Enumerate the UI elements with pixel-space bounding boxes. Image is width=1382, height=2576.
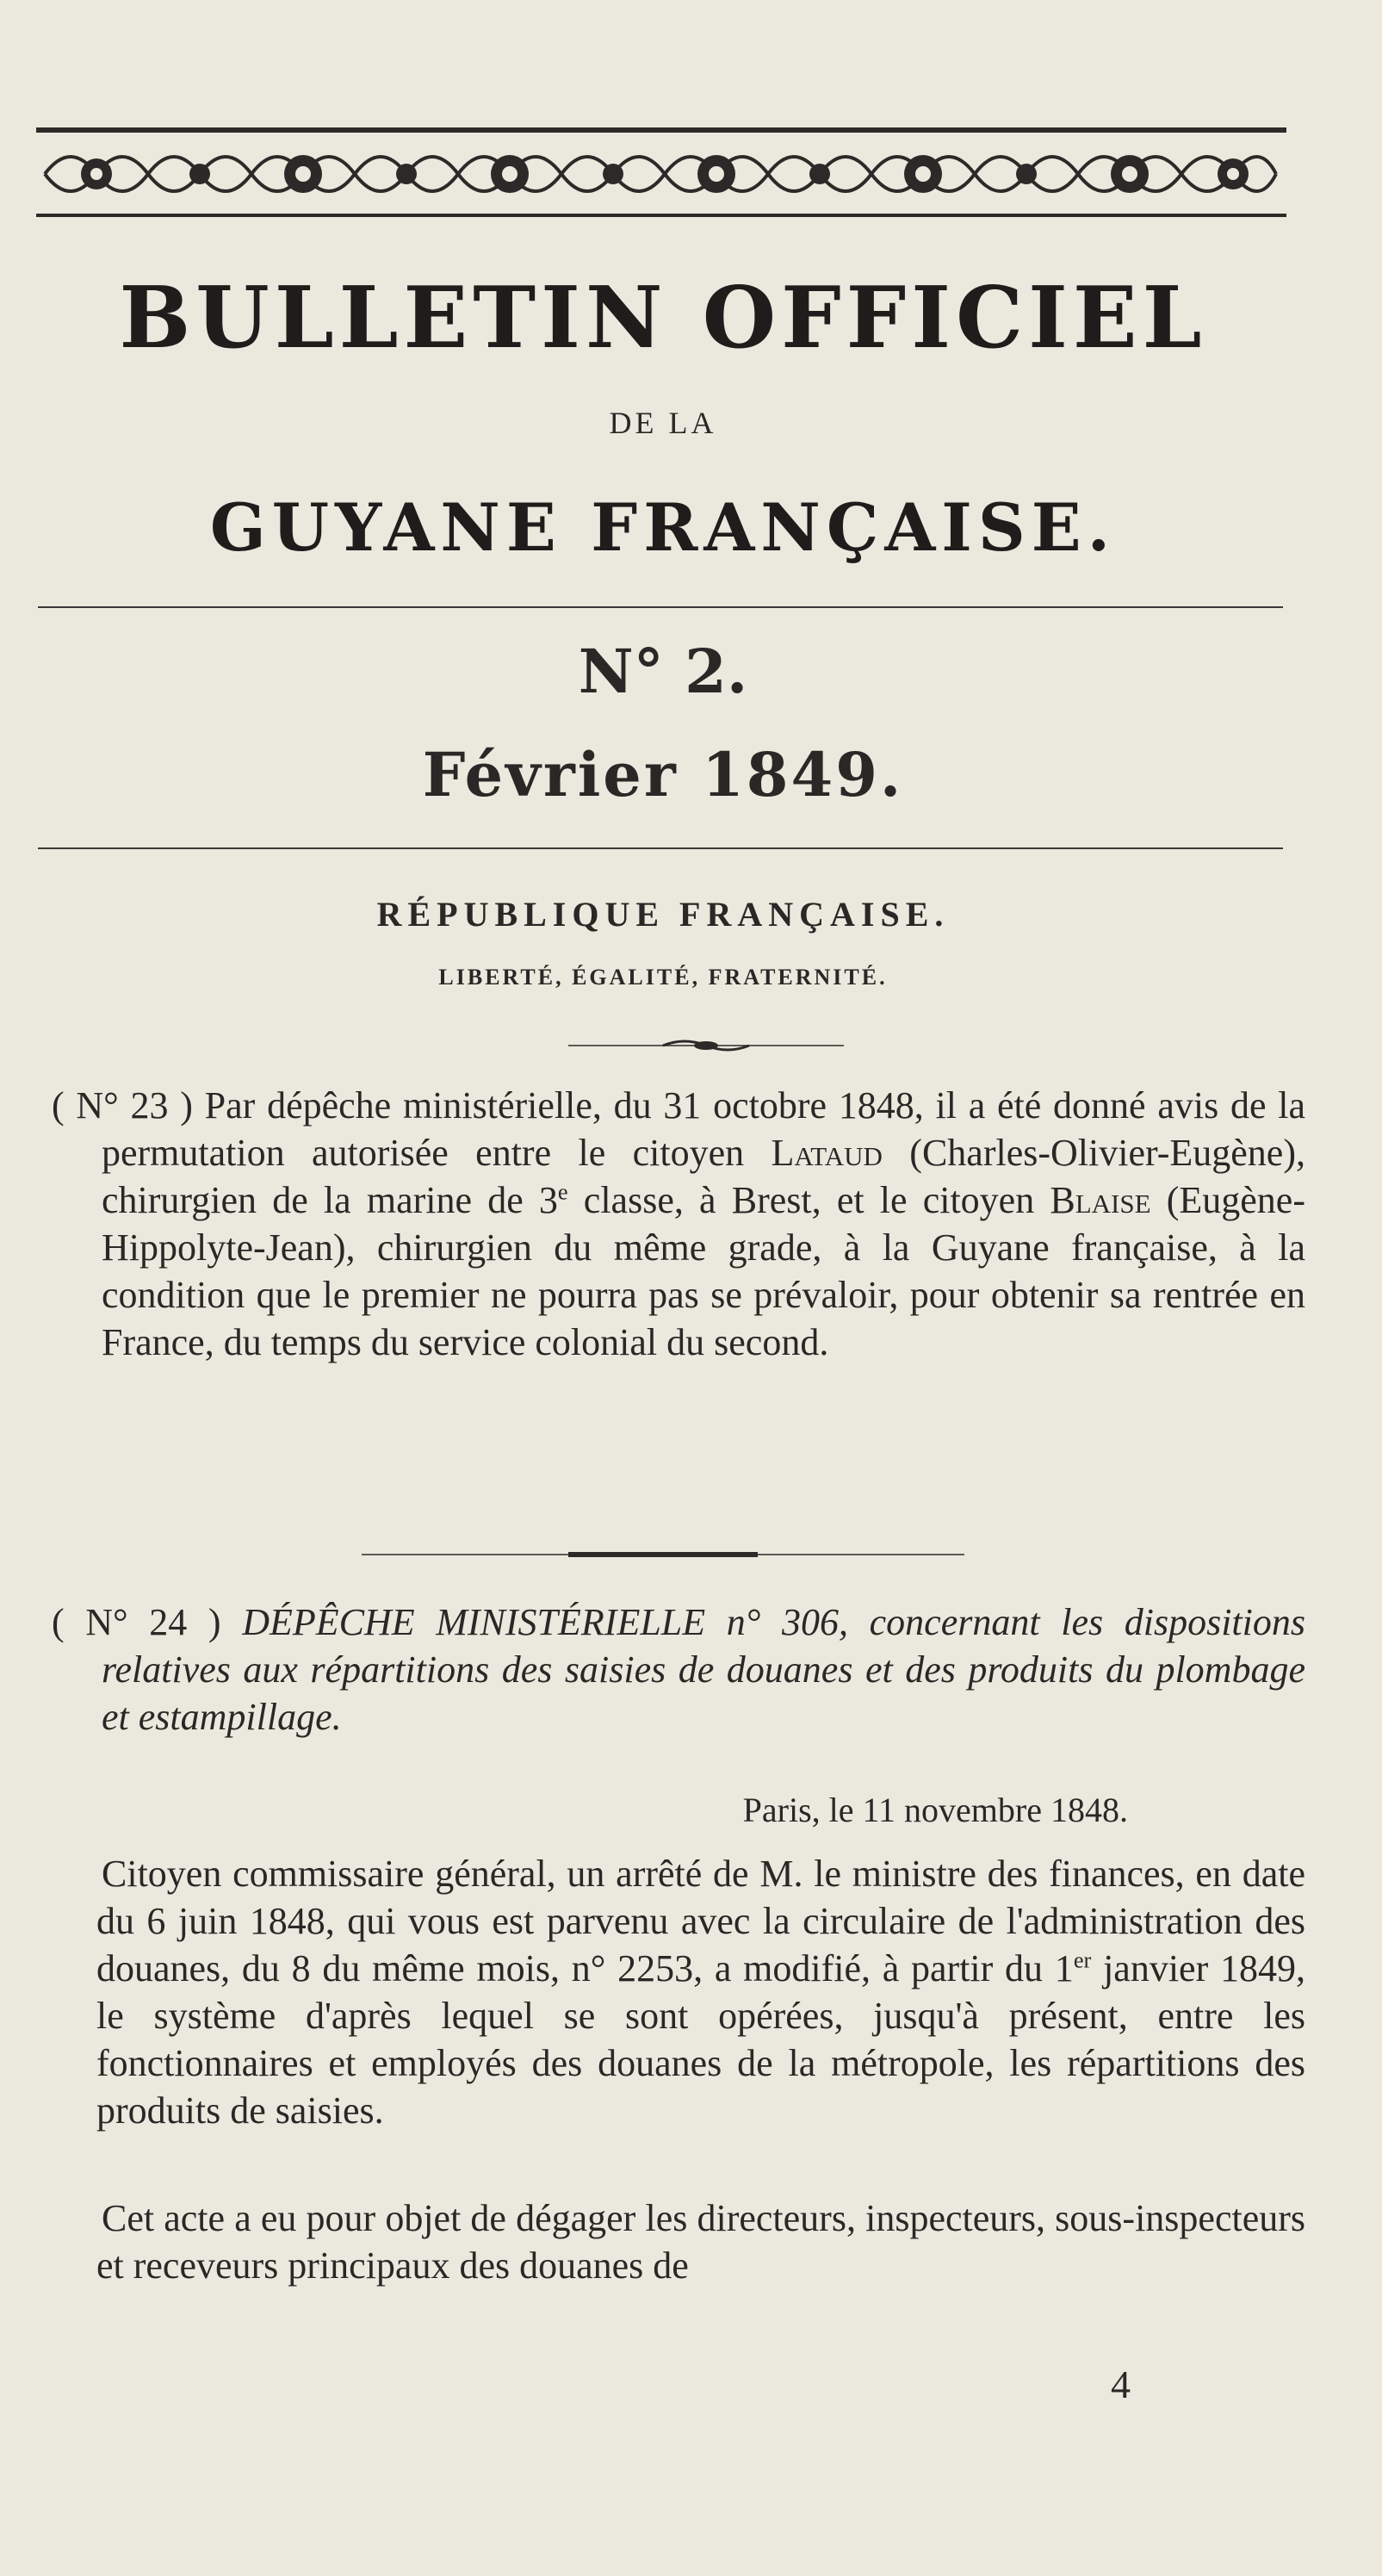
ornament-band (36, 127, 1286, 220)
flourish-divider (568, 1037, 844, 1054)
body-paragraph-1: Citoyen commissaire général, un arrêté de M. le ministre des finances, en date du 6 juin 1848, qui vous est parvenu avec la circulaire de l'administration des douanes, du 8 du même mois, n° 2253, a modifié, à partir du 1er janvier 1849, le système d'après lequel se sont opérées, jusqu'à présent, entre les fonctionnaires et employés des douanes de la métropole, les répartitions des produits de saisies. (96, 1853, 1305, 2132)
entry-24-ref: n° 306, (726, 1601, 849, 1643)
name-lataud: Lataud (771, 1132, 883, 1174)
place-date: Paris, le 11 novembre 1848. (742, 1791, 1128, 1829)
entry-24 (52, 1598, 1305, 1741)
name-blaise: Blaise (1050, 1179, 1151, 1221)
bulletin-title: BULLETIN OFFICIEL (119, 269, 1207, 368)
entry-23: ( N° 23 ) Par dépêche ministérielle, du 31 octobre 1848, il a été donné avis de la permutation autorisée entre le citoyen Lataud (Charles-Olivier-Eugène), chirurgien de la marine de 3e classe, à Brest, et le citoyen Blaise (Eugène-Hippolyte-Jean), chirurgien du même grade, à la Guyane française, à la condition que le premier ne pourra pas se prévaloir, pour obtenir sa rentrée en France, du temps du service colonial du second. (52, 1084, 1305, 1363)
issue-date: Février 1849. (422, 739, 904, 810)
date-rule (38, 847, 1283, 849)
section-divider (362, 1550, 964, 1559)
republic-heading: RÉPUBLIQUE FRANÇAISE. (376, 895, 950, 934)
body-paragraph-2: Cet acte a eu pour objet de dégager les directeurs, inspecteurs, sous-inspecteurs et receveurs principaux des douanes de (96, 2197, 1305, 2287)
entry-24-subject: concernant les dispositions relatives aux répartitions des saisies de douanes et des produits du plombage et estampillage. (102, 1601, 1305, 1738)
entry-24-number: ( N° 24 ) (52, 1601, 221, 1643)
title-de-la: DE LA (609, 406, 717, 440)
republic-motto: LIBERTÉ, ÉGALITÉ, FRATERNITÉ. (438, 965, 888, 990)
title-rule (38, 606, 1283, 608)
issue-number: N° 2. (578, 636, 748, 707)
entry-24-heading: DÉPÊCHE MINISTÉRIELLE (242, 1601, 706, 1643)
colony-title: GUYANE FRANÇAISE. (209, 489, 1117, 566)
page-number: 4 (1111, 2362, 1131, 2406)
entry-23-number: ( N° 23 ) (52, 1084, 193, 1127)
